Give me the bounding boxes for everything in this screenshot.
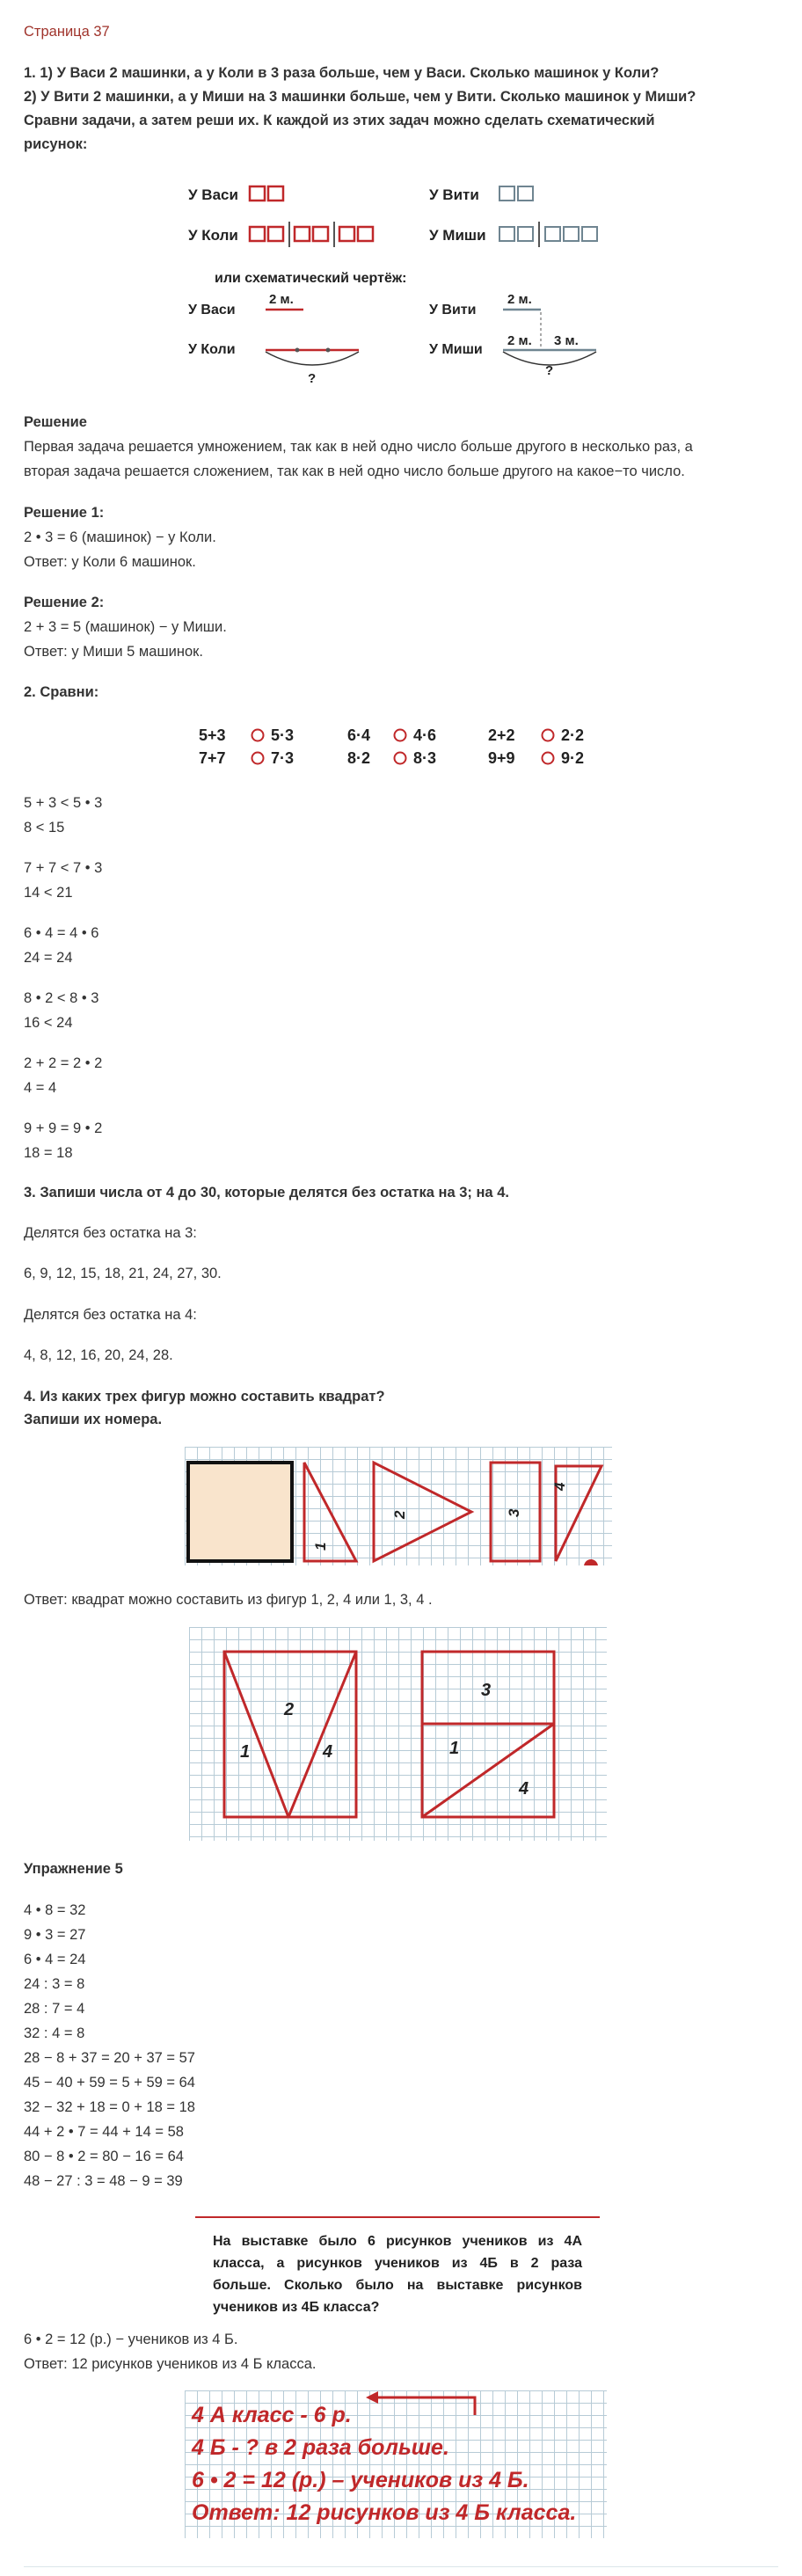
problem-answer: Ответ: 12 рисунков учеников из 4 Б класса. [24, 2356, 317, 2372]
piece-number: 4 [323, 1742, 333, 1762]
task4-heading: Запиши их номера. [24, 1412, 163, 1427]
compare-right: 2·2 [561, 726, 585, 744]
ex5-line: 28 − 8 + 37 = 20 + 37 = 57 [24, 2050, 195, 2066]
solution2-line: Ответ: у Миши 5 машинок. [24, 644, 203, 660]
compare-answer: 16 < 24 [24, 1015, 73, 1031]
shapes-figure [185, 1447, 612, 1565]
piece-number: 1 [240, 1742, 251, 1762]
compare-circle [252, 730, 264, 741]
compare-answer: 24 = 24 [24, 950, 73, 966]
label-vitya: У Вити [429, 186, 479, 203]
compare-answer: 8 < 15 [24, 820, 65, 836]
compare-left: 7+7 [199, 749, 226, 767]
solution-text: вторая задача решается сложением, так как в ней одно число больше другого на какое−то число. [24, 463, 685, 479]
problem-box [195, 2216, 600, 2317]
label-kolya: У Коли [188, 227, 238, 244]
assembled-squares-figure [189, 1627, 607, 1841]
solution1-line: Ответ: у Коли 6 машинок. [24, 554, 196, 570]
footer-divider [24, 2566, 778, 2567]
task3-by4-label: Делятся без остатка на 4: [24, 1307, 197, 1323]
solution2-heading: Решение 2: [24, 595, 105, 610]
page-title: Страница 37 [24, 24, 110, 40]
label-vasya: У Васи [188, 186, 238, 203]
piece-number: 3 [481, 1681, 492, 1700]
task3-by4-values: 4, 8, 12, 16, 20, 24, 28. [24, 1347, 173, 1363]
solution2-line: 2 + 3 = 5 (машинок) − у Миши. [24, 619, 227, 635]
notebook-line: Ответ: 12 рисунков из 4 Б класса. [192, 2500, 577, 2525]
problem-line: На выставке было 6 рисунков учеников из 4А [213, 2234, 582, 2249]
compare-circle [543, 730, 554, 741]
label-kolya-2: У Коли [188, 342, 236, 357]
compare-left: 8·2 [347, 749, 371, 767]
misha-question: ? [545, 363, 554, 378]
task3-by3-label: Делятся без остатка на 3: [24, 1225, 197, 1241]
task1-diagram [185, 171, 624, 391]
task3-by3-values: 6, 9, 12, 15, 18, 21, 24, 27, 30. [24, 1266, 222, 1281]
assembled-square-1 [224, 1652, 356, 1817]
shape-number: 2 [391, 1510, 408, 1519]
solution-text: Первая задача решается умножением, так как в ней одно число больше другого в несколько раз, а [24, 439, 693, 455]
ex5-line: 32 : 4 = 8 [24, 2025, 85, 2041]
solution1-line: 2 • 3 = 6 (машинок) − у Коли. [24, 529, 216, 545]
shape-number: 1 [312, 1542, 329, 1551]
compare-left: 9+9 [488, 749, 515, 767]
label-vasya-2: У Васи [188, 303, 236, 317]
compare-answer: 5 + 3 < 5 • 3 [24, 795, 103, 811]
compare-answer: 2 + 2 = 2 • 2 [24, 1055, 103, 1071]
ex5-line: 4 • 8 = 32 [24, 1902, 86, 1918]
ex5-line: 28 : 7 = 4 [24, 2001, 85, 2017]
compare-left: 5+3 [199, 726, 226, 744]
or-label: или схематический чертёж: [215, 271, 407, 286]
notebook-figure [185, 2390, 607, 2538]
compare-answer: 18 = 18 [24, 1145, 73, 1161]
compare-circle [395, 730, 406, 741]
square-shape [188, 1463, 292, 1561]
triangle-shape-4 [556, 1466, 602, 1561]
ex5-line: 80 − 8 • 2 = 80 − 16 = 64 [24, 2149, 184, 2164]
label-vitya-2: У Вити [429, 303, 477, 317]
problem-solution: 6 • 2 = 12 (р.) − учеников из 4 Б. [24, 2332, 238, 2347]
vasya-cars [250, 186, 283, 201]
solution1-heading: Решение 1: [24, 505, 105, 521]
compare-circle [543, 753, 554, 764]
compare-right: 4·6 [413, 726, 437, 744]
task3-heading: 3. Запиши числа от 4 до 30, которые делятся без остатка на 3; на 4. [24, 1185, 509, 1200]
compare-circle [252, 753, 264, 764]
compare-circle [395, 753, 406, 764]
task1-line: Сравни задачи, а затем реши их. К каждой из этих задач можно сделать схематический [24, 113, 655, 128]
compare-answer: 14 < 21 [24, 885, 73, 901]
compare-right: 5·3 [271, 726, 295, 744]
compare-answer: 7 + 7 < 7 • 3 [24, 860, 103, 876]
misha-2m: 2 м. [507, 333, 532, 348]
compare-right: 8·3 [413, 749, 437, 767]
vitya-2m: 2 м. [507, 292, 532, 307]
misha-cars [499, 227, 597, 241]
ex5-line: 45 − 40 + 59 = 5 + 59 = 64 [24, 2075, 195, 2091]
assembled-square-2 [422, 1652, 554, 1817]
ex5-line: 32 − 32 + 18 = 0 + 18 = 18 [24, 2099, 195, 2115]
task4-heading: 4. Из каких трех фигур можно составить квадрат? [24, 1389, 385, 1405]
task1-line: 2) У Вити 2 машинки, а у Миши на 3 машинки больше, чем у Вити. Сколько машинок у Миши? [24, 89, 696, 105]
notebook-line: 6 • 2 = 12 (р.) – учеников из 4 Б. [192, 2468, 529, 2492]
compare-answer: 9 + 9 = 9 • 2 [24, 1120, 103, 1136]
task1-line: рисунок: [24, 136, 88, 152]
compare-left: 2+2 [488, 726, 515, 744]
solution-heading: Решение [24, 414, 87, 430]
kolya-brace [266, 352, 359, 365]
misha-3m: 3 м. [554, 333, 579, 348]
label-misha: У Миши [429, 227, 486, 244]
ex5-line: 48 − 27 : 3 = 48 − 9 = 39 [24, 2173, 183, 2189]
notebook-line: 4 Б - ? в 2 раза больше. [192, 2435, 449, 2460]
task4-answer: Ответ: квадрат можно составить из фигур 1, 2, 4 или 1, 3, 4 . [24, 1592, 433, 1608]
compare-left: 6·4 [347, 726, 371, 744]
compare-figure [193, 723, 607, 776]
ex5-line: 9 • 3 = 27 [24, 1927, 86, 1943]
notebook-arrow [185, 2390, 607, 2538]
piece-number: 1 [449, 1739, 460, 1758]
compare-right: 9·2 [561, 749, 585, 767]
problem-line: больше. Сколько было на выставке рисунков [213, 2278, 582, 2293]
kolya-question: ? [308, 371, 317, 386]
compare-answer: 4 = 4 [24, 1080, 57, 1096]
vasya-2m: 2 м. [269, 292, 294, 307]
compare-answer: 8 • 2 < 8 • 3 [24, 990, 99, 1006]
notebook-line: 4 А класс - 6 р. [192, 2403, 352, 2427]
problem-line: класса, а рисунков учеников из 4Б в 2 раза [213, 2256, 582, 2271]
ex5-line: 6 • 4 = 24 [24, 1952, 86, 1967]
task2-heading: 2. Сравни: [24, 684, 99, 700]
kolya-cars [250, 227, 373, 241]
shape-number: 3 [506, 1508, 522, 1517]
compare-answer: 6 • 4 = 4 • 6 [24, 925, 99, 941]
vitya-cars [499, 186, 533, 201]
ex5-heading: Упражнение 5 [24, 1861, 123, 1877]
piece-number: 4 [519, 1779, 529, 1799]
piece-number: 2 [284, 1700, 295, 1719]
ex5-line: 24 : 3 = 8 [24, 1976, 85, 1992]
compare-right: 7·3 [271, 749, 295, 767]
shape-number: 4 [551, 1482, 568, 1491]
task1-line: 1. 1) У Васи 2 машинки, а у Коли в 3 раза больше, чем у Васи. Сколько машинок у Коли? [24, 65, 660, 81]
ex5-line: 44 + 2 • 7 = 44 + 14 = 58 [24, 2124, 184, 2140]
label-misha-2: У Миши [429, 342, 483, 357]
triangle-shape-2 [374, 1463, 471, 1561]
problem-line: учеников из 4Б класса? [213, 2300, 380, 2315]
